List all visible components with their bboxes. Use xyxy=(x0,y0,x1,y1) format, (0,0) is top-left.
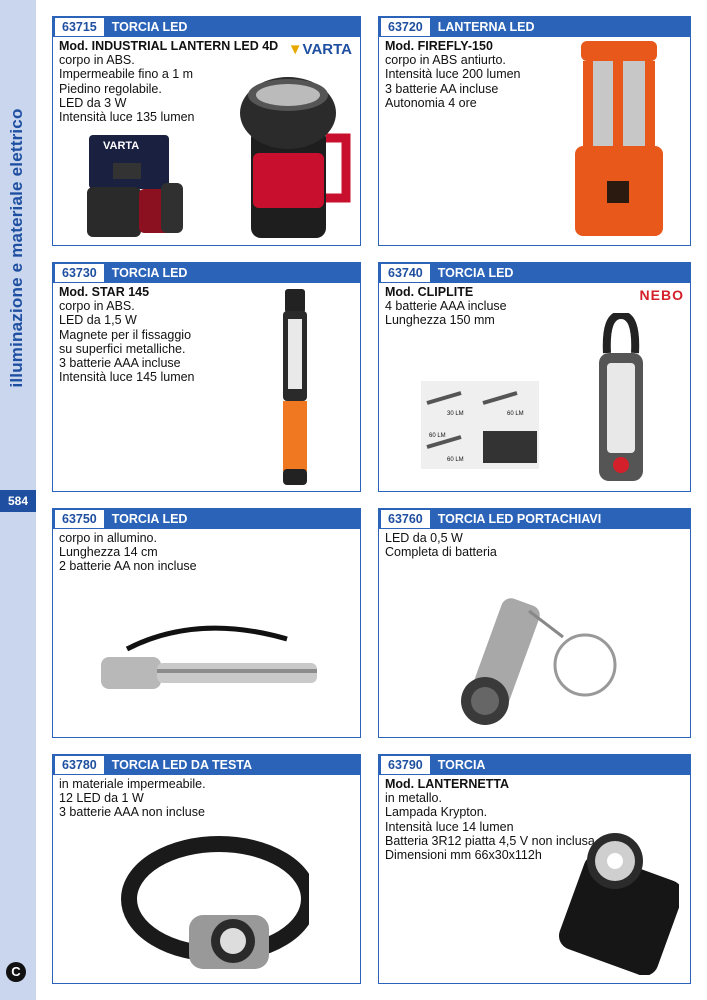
product-card-63790 xyxy=(378,754,691,984)
desc-line: 2 batterie AA non incluse xyxy=(59,559,197,574)
desc-line: 4 batterie AAA incluse xyxy=(385,299,507,314)
desc-line: Lampada Krypton. xyxy=(385,805,488,820)
product-description xyxy=(385,531,497,559)
product-code: 63715 xyxy=(55,18,104,36)
card-header xyxy=(379,755,690,775)
desc-line: 3 batterie AAA incluse xyxy=(59,356,181,371)
lumen-label: 60 LM xyxy=(507,411,524,417)
desc-line: Impermeabile fino a 1 m xyxy=(59,67,194,82)
product-code: 63720 xyxy=(381,18,430,36)
sidebar xyxy=(0,0,36,1000)
card-header xyxy=(379,17,690,37)
product-code: 63760 xyxy=(381,510,430,528)
product-description xyxy=(385,285,507,328)
section-title: illuminazione e materiale elettrico xyxy=(7,108,26,388)
camping-lantern-icon xyxy=(569,41,669,241)
card-header xyxy=(53,263,360,283)
product-card-63750 xyxy=(52,508,361,738)
desc-line: LED da 3 W xyxy=(59,95,127,110)
product-code: 63750 xyxy=(55,510,104,528)
product-model: Mod. FIREFLY-150 xyxy=(385,39,493,53)
product-description xyxy=(59,531,197,574)
flashlight-icon xyxy=(97,617,337,707)
desc-line: Batteria 3R12 piatta 4,5 V non inclusa xyxy=(385,833,595,848)
product-title: TORCIA xyxy=(437,758,486,772)
product-code: 63790 xyxy=(381,756,430,774)
desc-line: Magnete per il fissaggio xyxy=(59,327,192,342)
headlamp-icon xyxy=(109,829,309,979)
product-description xyxy=(385,39,521,110)
product-card-63780 xyxy=(52,754,361,984)
desc-line: corpo in ABS antiurto. xyxy=(385,53,506,68)
clip-light-icon xyxy=(591,313,651,485)
product-card-63720 xyxy=(378,16,691,246)
brand-logo-icon: C xyxy=(6,962,26,982)
lumen-label: 30 LM xyxy=(447,411,464,417)
usage-inset-icon xyxy=(421,381,539,469)
product-title: LANTERNA LED xyxy=(437,20,535,34)
product-title: TORCIA LED xyxy=(111,512,188,526)
keychain-light-icon xyxy=(445,579,625,729)
svg-text:VARTA: VARTA xyxy=(103,140,140,152)
card-header xyxy=(53,755,360,775)
card-header xyxy=(53,509,360,529)
desc-line: Intensità luce 14 lumen xyxy=(385,819,514,834)
product-code: 63780 xyxy=(55,756,104,774)
desc-line: Autonomia 4 ore xyxy=(385,95,477,110)
desc-line: Intensità luce 135 lumen xyxy=(59,110,195,125)
product-title: TORCIA LED xyxy=(111,20,188,34)
product-description xyxy=(59,777,206,820)
product-model: Mod. CLIPLITE xyxy=(385,285,474,299)
brand-nebo: NEBO xyxy=(639,287,684,303)
product-code: 63740 xyxy=(381,264,430,282)
product-model: Mod. LANTERNETTA xyxy=(385,777,510,791)
desc-line: su superfici metalliche. xyxy=(59,341,186,356)
product-card-63730 xyxy=(52,262,361,492)
product-description xyxy=(59,285,195,384)
desc-line: in materiale impermeabile. xyxy=(59,777,206,791)
desc-line: Dimensioni mm 66x30x112h xyxy=(385,848,542,863)
product-title: TORCIA LED DA TESTA xyxy=(111,758,253,772)
desc-line: 12 LED da 1 W xyxy=(59,791,144,806)
desc-line: 3 batterie AAA non incluse xyxy=(59,805,205,820)
desc-line: corpo in ABS. xyxy=(59,299,135,314)
card-header xyxy=(53,17,360,37)
desc-line: Piedino regolabile. xyxy=(59,81,162,96)
card-header xyxy=(379,263,690,283)
lantern-icon xyxy=(231,73,356,243)
card-header xyxy=(379,509,690,529)
product-title: TORCIA LED PORTACHIAVI xyxy=(437,512,602,526)
desc-line: corpo in ABS. xyxy=(59,53,135,68)
desc-line: corpo in allumino. xyxy=(59,531,157,545)
package-icon xyxy=(83,135,183,243)
desc-line: in metallo. xyxy=(385,791,442,806)
product-code: 63730 xyxy=(55,264,104,282)
desc-line: Lunghezza 150 mm xyxy=(385,313,495,328)
product-title: TORCIA LED xyxy=(437,266,514,280)
desc-line: 3 batterie AA incluse xyxy=(385,81,499,96)
desc-line: Intensità luce 200 lumen xyxy=(385,67,521,82)
page-number: 584 xyxy=(0,490,36,512)
product-model: Mod. INDUSTRIAL LANTERN LED 4D xyxy=(59,39,279,53)
box-flashlight-icon xyxy=(559,825,679,975)
desc-line: LED da 0,5 W xyxy=(385,531,463,545)
desc-line: LED da 1,5 W xyxy=(59,313,137,328)
product-card-63740 xyxy=(378,262,691,492)
product-card-63760 xyxy=(378,508,691,738)
lumen-label: 60 LM xyxy=(447,457,464,463)
lumen-label: 60 LM xyxy=(429,433,446,439)
product-card-63715 xyxy=(52,16,361,246)
product-title: TORCIA LED xyxy=(111,266,188,280)
product-model: Mod. STAR 145 xyxy=(59,285,150,299)
brand-varta: ▼VARTA xyxy=(287,41,352,58)
desc-line: Completa di batteria xyxy=(385,545,497,560)
desc-line: Intensità luce 145 lumen xyxy=(59,370,195,385)
pen-light-icon xyxy=(275,289,315,487)
desc-line: Lunghezza 14 cm xyxy=(59,545,158,560)
